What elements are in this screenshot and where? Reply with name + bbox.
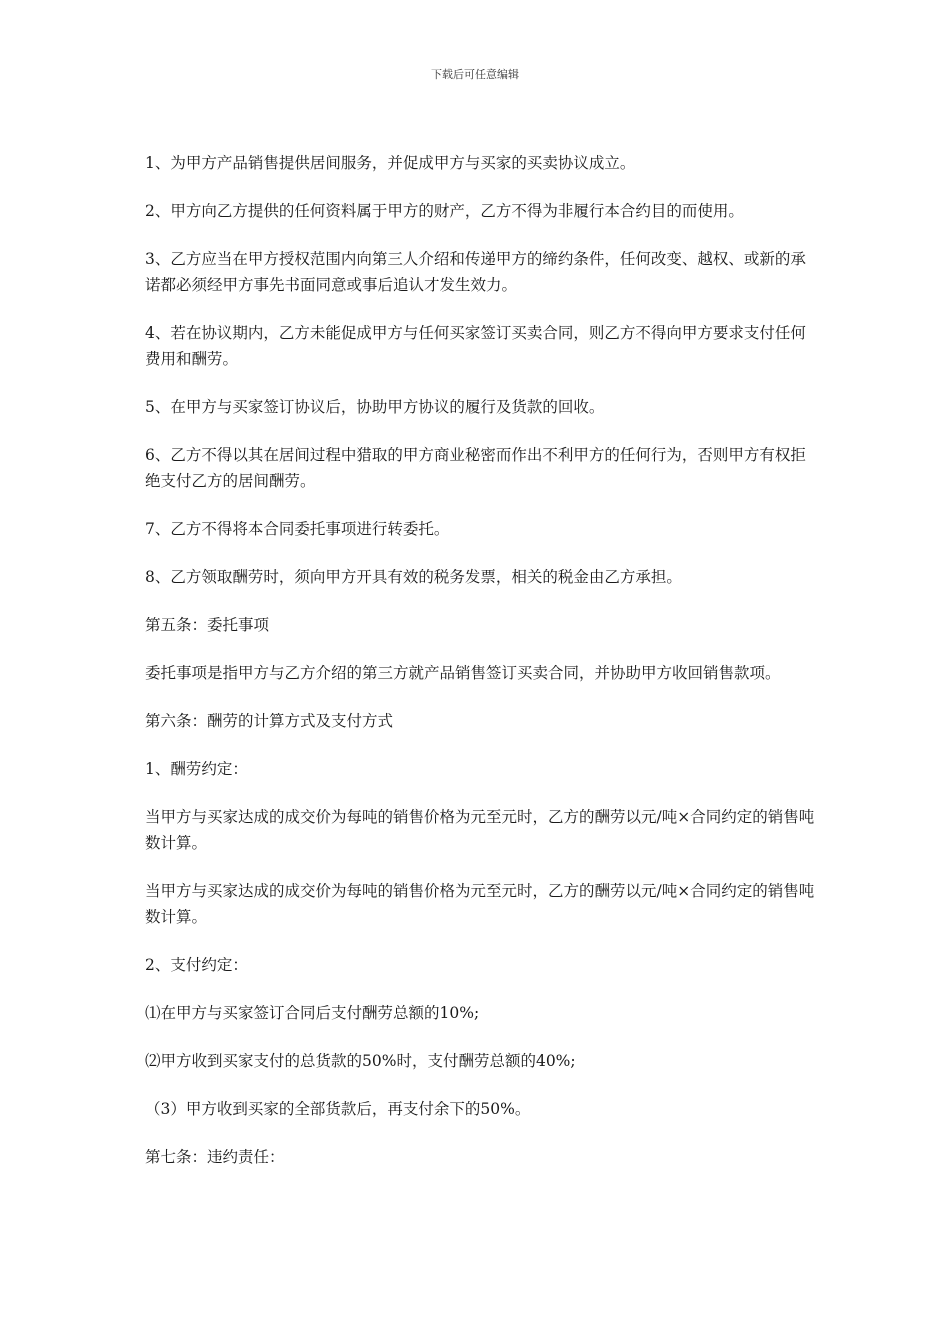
- payment-term-2: ⑵甲方收到买家支付的总货款的50%时，支付酬劳总额的40%;: [145, 1052, 576, 1070]
- clause-item-3: 3、乙方应当在甲方授权范围内向第三人介绍和传递甲方的缔约条件，任何改变、越权、或新的承诺都必须经甲方事先书面同意或事后追认才发生效力。: [145, 250, 806, 294]
- clause-item-5: 5、在甲方与买家签订协议后，协助甲方协议的履行及货款的回收。: [145, 398, 605, 416]
- clause-item-8: 8、乙方领取酬劳时，须向甲方开具有效的税务发票，相关的税金由乙方承担。: [145, 568, 682, 586]
- subheading-payment: 2、支付约定：: [145, 956, 248, 974]
- clause-item-2: 2、甲方向乙方提供的任何资料属于甲方的财产，乙方不得为非履行本合约目的而使用。: [145, 202, 744, 220]
- header-note: 下载后可任意编辑: [431, 68, 519, 81]
- section-heading-6: 第六条：酬劳的计算方式及支付方式: [145, 712, 394, 730]
- remuneration-rule-1: 当甲方与买家达成的成交价为每吨的销售价格为元至元时，乙方的酬劳以元/吨×合同约定的销售吨数计算。: [145, 808, 815, 852]
- clause-item-4: 4、若在协议期内，乙方未能促成甲方与任何买家签订买卖合同，则乙方不得向甲方要求支付任何费用和酬劳。: [145, 324, 806, 368]
- subheading-remuneration: 1、酬劳约定：: [145, 760, 248, 778]
- payment-term-3: （3）甲方收到买家的全部货款后，再支付余下的50%。: [145, 1100, 531, 1118]
- section-5-body: 委托事项是指甲方与乙方介绍的第三方就产品销售签订买卖合同，并协助甲方收回销售款项。: [145, 664, 781, 682]
- clause-item-7: 7、乙方不得将本合同委托事项进行转委托。: [145, 520, 450, 538]
- clause-item-1: 1、为甲方产品销售提供居间服务，并促成甲方与买家的买卖协议成立。: [145, 154, 636, 172]
- remuneration-rule-2: 当甲方与买家达成的成交价为每吨的销售价格为元至元时，乙方的酬劳以元/吨×合同约定的销售吨数计算。: [145, 882, 815, 926]
- payment-term-1: ⑴在甲方与买家签订合同后支付酬劳总额的10%;: [145, 1004, 480, 1022]
- section-heading-7: 第七条：违约责任：: [145, 1148, 285, 1166]
- section-heading-5: 第五条：委托事项: [145, 616, 270, 634]
- clause-item-6: 6、乙方不得以其在居间过程中猎取的甲方商业秘密而作出不利甲方的任何行为，否则甲方有权拒绝支付乙方的居间酬劳。: [145, 446, 806, 490]
- document-body: [145, 150, 815, 1192]
